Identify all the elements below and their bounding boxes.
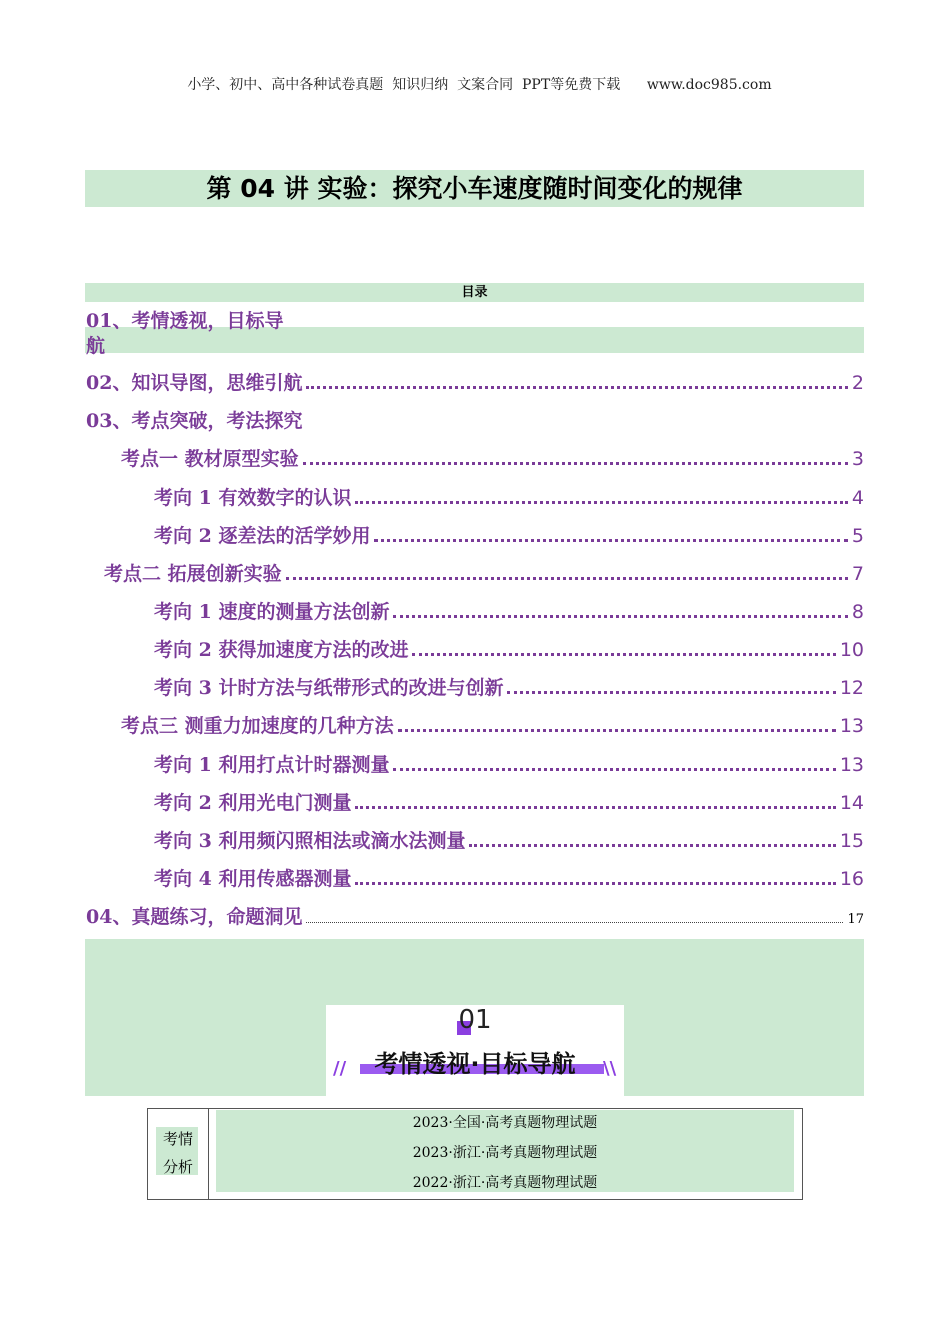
toc-leader-dots [355,500,847,504]
analysis-label-line1: 考情 [162,1130,193,1148]
toc-leader-dots [355,805,835,809]
toc-entry-label: 考点二 拓展创新实验 [104,563,282,585]
badge-title: 考情透视·目标导航 [374,1050,576,1078]
toc-leader-dots [398,728,836,732]
toc-entry-kaoxiang-2-1[interactable] [154,597,864,624]
header-website-link[interactable]: www.doc985.com [646,77,772,93]
toc-entry-kaodian-3[interactable] [121,711,864,738]
toc-page-number: 8 [851,601,864,623]
toc-leader-dots [393,614,847,618]
toc-leader-dots [469,843,835,847]
badge-number: 01 [458,1005,492,1035]
badge-left-slash-icon: // [333,1058,347,1079]
toc-entry-kaoxiang-2-2[interactable] [154,635,864,662]
toc-page-number: 12 [839,677,864,699]
toc-entry-kaoxiang-2-3[interactable] [154,673,864,700]
analysis-item: 2023·全国·高考真题物理试题 [412,1115,598,1131]
toc-leader-dots [374,538,847,542]
toc-entry-label: 考点一 教材原型实验 [121,448,299,470]
toc-entry-label: 02、知识导图，思维引航 [86,372,303,394]
page-title: 第 04 讲 实验：探究小车速度随时间变化的规律 [206,174,743,203]
toc-page-number: 5 [851,525,864,547]
toc-entry-label: 考向 2 利用光电门测量 [154,792,352,814]
page-header [0,58,950,94]
toc-entry-label: 考向 2 获得加速度方法的改进 [154,639,409,661]
toc-entry-kaoxiang-3-4[interactable] [154,864,864,891]
analysis-item: 2022·浙江·高考真题物理试题 [412,1175,598,1191]
toc-page-number: 13 [839,715,864,737]
toc-entry-kaoxiang-1-1[interactable] [154,483,864,510]
analysis-item: 2023·浙江·高考真题物理试题 [412,1145,598,1161]
toc-entry-kaodian-2[interactable] [104,559,864,586]
toc-page-number: 13 [839,754,864,776]
toc-entry-label: 04、真题练习，命题洞见 [86,906,303,928]
toc-page-number: 2 [851,372,864,394]
badge-right-slash-icon: \\ [603,1058,617,1079]
toc-leader-dots [303,461,848,465]
toc-section-03[interactable]: 03、考点突破，考法探究 [86,410,303,432]
toc-entry-section-04[interactable] [86,902,864,929]
header-left-text: 小学、初中、高中各种试卷真题 知识归纳 文案合同 PPT等免费下载 [187,77,621,93]
toc-leader-dots [306,385,847,389]
toc-leader-dots [412,652,835,656]
toc-page-number: 10 [839,639,864,661]
toc-entry-label: 考向 3 利用频闪照相法或滴水法测量 [154,830,466,852]
toc-entry-label: 考向 1 利用打点计时器测量 [154,754,390,776]
toc-page-number: 14 [839,792,864,814]
toc-leader-dots [393,767,835,771]
toc-leader-dots [286,576,848,580]
toc-leader-dots [507,690,835,694]
toc-entry-label: 考向 1 有效数字的认识 [154,487,352,509]
toc-heading: 目录 [461,285,488,300]
toc-section-01-line2[interactable]: 航 [86,335,106,357]
toc-entry-label: 考向 3 计时方法与纸带形式的改进与创新 [154,677,504,699]
toc-entry-label: 考向 1 速度的测量方法创新 [154,601,390,623]
toc-page-number: 15 [839,830,864,852]
toc-entry-label: 考向 4 利用传感器测量 [154,868,352,890]
toc-entry-kaoxiang-3-2[interactable] [154,788,864,815]
toc-page-number: 17 [847,912,864,927]
toc-section-01-line1[interactable]: 01、考情透视，目标导 [86,310,284,332]
toc-entry-label: 考向 2 逐差法的活学妙用 [154,525,371,547]
toc-leader-dots [355,881,835,885]
toc-page-number: 4 [851,487,864,509]
toc-page-number: 16 [839,868,864,890]
toc-entry-kaoxiang-3-3[interactable] [154,826,864,853]
toc-page-number: 3 [851,448,864,470]
toc-entry-kaoxiang-3-1[interactable] [154,750,864,777]
toc-entry-kaodian-1[interactable] [121,444,864,471]
analysis-table-divider [208,1108,209,1200]
toc-entry-kaoxiang-1-2[interactable] [154,521,864,548]
analysis-label-line2: 分析 [162,1158,193,1176]
toc-entry-section-02[interactable] [86,368,864,395]
toc-page-number: 7 [851,563,864,585]
toc-entry-label: 考点三 测重力加速度的几种方法 [121,715,394,737]
toc-leader-dots [306,921,843,923]
